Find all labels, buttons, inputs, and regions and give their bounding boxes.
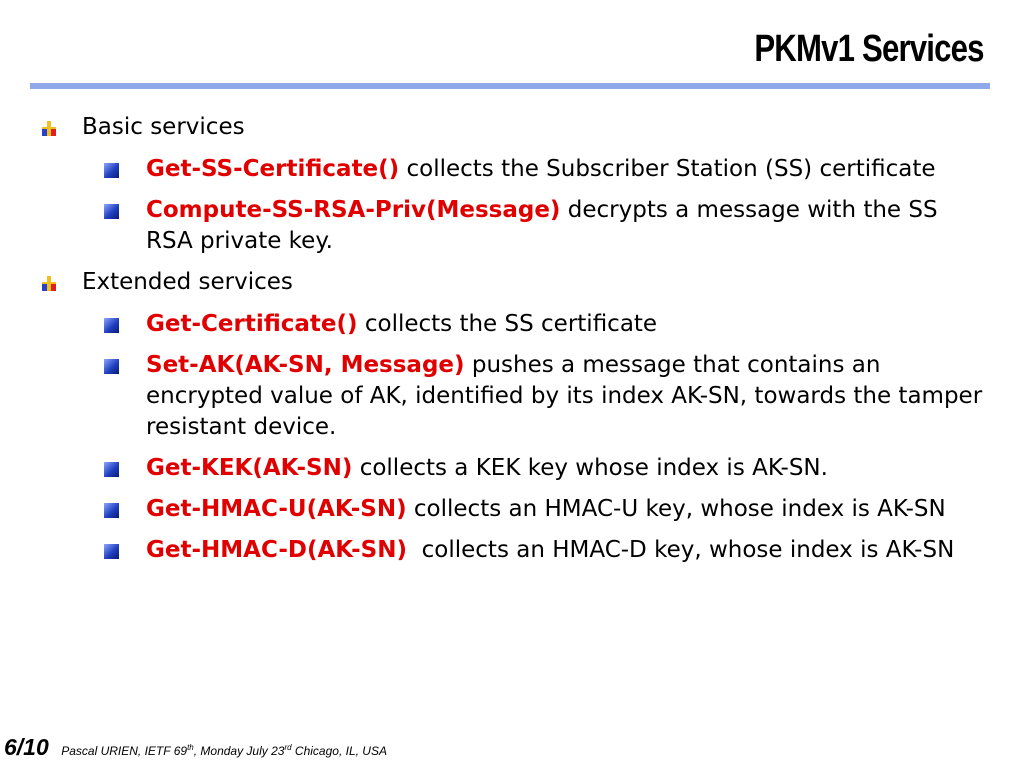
bullet-level2-icon (104, 204, 119, 219)
title-divider (30, 83, 990, 89)
function-name: Set-AK(AK-SN, Message) (146, 352, 465, 378)
bullet-level2-icon (104, 544, 119, 559)
function-name: Get-KEK(AK-SN) (146, 455, 353, 481)
bullet-level2-icon (104, 163, 119, 178)
list-item (0, 309, 1024, 340)
list-item (0, 195, 1024, 257)
slide-title: PKMv1 Services (754, 28, 984, 70)
function-description: collects the SS certificate (357, 311, 658, 337)
function-description: collects a KEK key whose index is AK-SN. (352, 455, 828, 481)
page-number: 6/10 (4, 734, 49, 760)
function-name: Get-SS-Certificate() (146, 156, 400, 182)
bullet-level2-icon (104, 318, 119, 333)
function-description: pushes a message that contains an encrypted value of AK, identified by its index AK-SN, towards the tamper resistant device. (146, 352, 983, 440)
bullet-level2-icon (104, 462, 119, 477)
function-description: collects the Subscriber Station (SS) certificate (399, 156, 936, 182)
bullet-level1-icon (40, 275, 58, 293)
function-description: decrypts a message with the SS RSA private key. (146, 197, 938, 254)
function-description: collects an HMAC-D key, whose index is AK-SN (407, 537, 955, 563)
list-item (0, 350, 1024, 443)
slide-footer (4, 734, 387, 761)
function-description: collects an HMAC-U key, whose index is AK-SN (406, 496, 946, 522)
bullet-level2-icon (104, 359, 119, 374)
function-name: Get-HMAC-D(AK-SN) (146, 537, 408, 563)
section-heading: Extended services (0, 267, 1024, 297)
bullet-level2-icon (104, 503, 119, 518)
function-name: Compute-SS-RSA-Priv(Message) (146, 197, 561, 223)
slide-content (0, 112, 1024, 576)
list-item (0, 154, 1024, 185)
presenter-credit: Pascal URIEN, IETF 69th, Monday July 23rd Chicago, IL, USA (61, 743, 387, 758)
function-name: Get-HMAC-U(AK-SN) (146, 496, 407, 522)
list-item (0, 535, 1024, 566)
section-heading: Basic services (0, 112, 1024, 142)
bullet-level1-icon (40, 120, 58, 138)
list-item (0, 494, 1024, 525)
function-name: Get-Certificate() (146, 311, 358, 337)
list-item (0, 453, 1024, 484)
